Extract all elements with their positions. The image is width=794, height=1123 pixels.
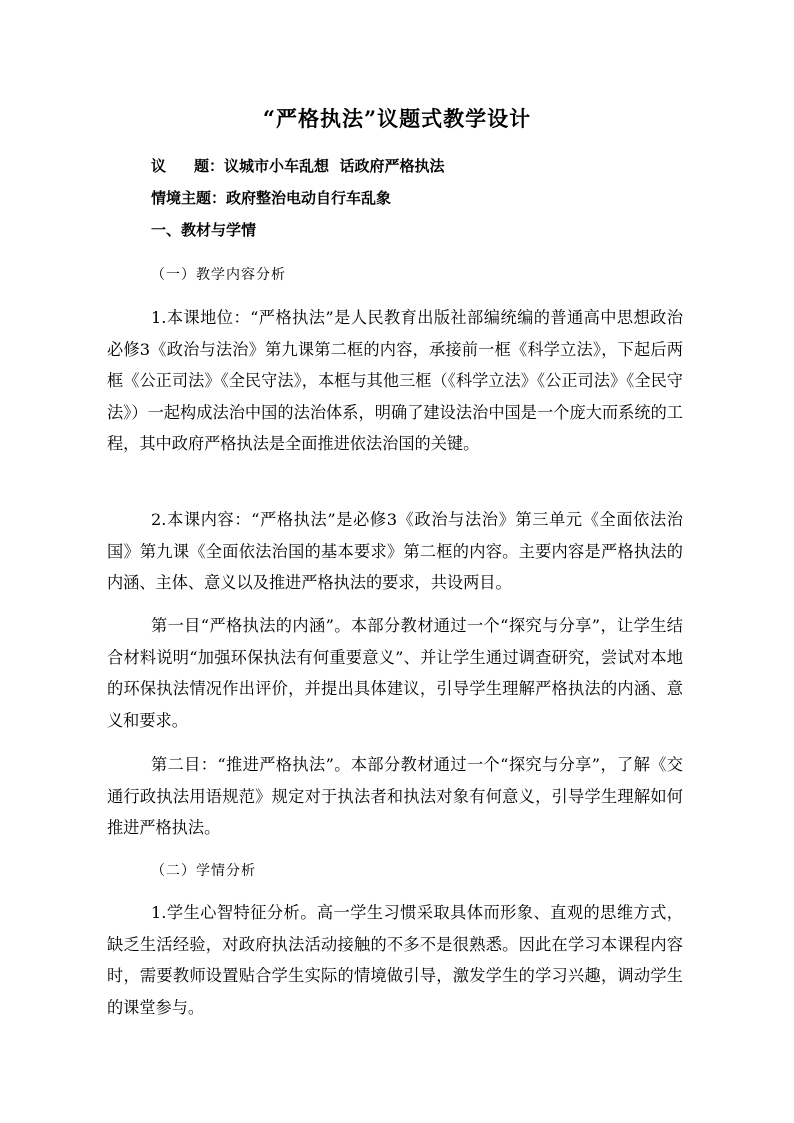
subsection-heading-learner-analysis: （二）学情分析 xyxy=(151,863,256,879)
paragraph-course-position: 1.本课地位：“严格执法”是人民教育出版社部编统编的普通高中思想政治必修3《政治与法治》第九课第二框的内容，承接前一框《科学立法》，下起后两框《公正司法》《全民守法》，本框与其他三框（《科学立法》《公正司法》《全民守法》）一起构成法治中国的法治体系，明确了建设法治中国是一个庞大而系统的工程，其中政府严格执法是全面推进依法治国的关键。 xyxy=(107,308,683,453)
scenario-value: 政府整治电动自行车乱象 xyxy=(226,189,392,207)
scenario-label: 情境主题： xyxy=(151,189,227,207)
scenario-line xyxy=(151,187,391,208)
paragraph-course-content: 2.本课内容：“严格执法”是必修3《政治与法治》第三单元《全面依法治国》第九课《全面依法治国的基本要求》第二框的内容。主要内容是严格执法的内涵、主体、意义以及推进严格执法的要求，共设两目。 xyxy=(107,510,683,592)
section-heading: 一、教材与学情 xyxy=(151,221,257,239)
paragraph-learner-characteristics: 1.学生心智特征分析。高一学生习惯采取具体而形象、直观的思维方式，缺乏生活经验，对政府执法活动接触的不多不是很熟悉。因此在学习本课程内容时，需要教师设置贴合学生实际的情境做引导，激发学生的学习兴趣，调动学生的课堂参与。 xyxy=(107,903,683,1017)
topic-line xyxy=(151,155,444,176)
document-title: “严格执法”议题式教学设计 xyxy=(262,106,532,131)
topic-label-first: 议 xyxy=(151,157,195,175)
topic-label-rest: 题： xyxy=(194,157,225,175)
paragraph-second-section: 第二目：“推进严格执法”。本部分教材通过一个“探究与分享”，了解《交通行政执法用语规范》规定对于执法者和执法对象有何意义，引导学生理解如何推进严格执法。 xyxy=(107,755,683,837)
subsection-heading-content-analysis: （一）教学内容分析 xyxy=(151,267,286,283)
paragraph-first-section: 第一目“严格执法的内涵”。本部分教材通过一个“探究与分享”，让学生结合材料说明“加强环保执法有何重要意义”、并让学生通过调查研究，尝试对本地的环保执法情况作出评价，并提出具体建议，引导学生理解严格执法的内涵、意义和要求。 xyxy=(107,616,683,730)
topic-value: 议城市小车乱想 话政府严格执法 xyxy=(224,157,445,175)
